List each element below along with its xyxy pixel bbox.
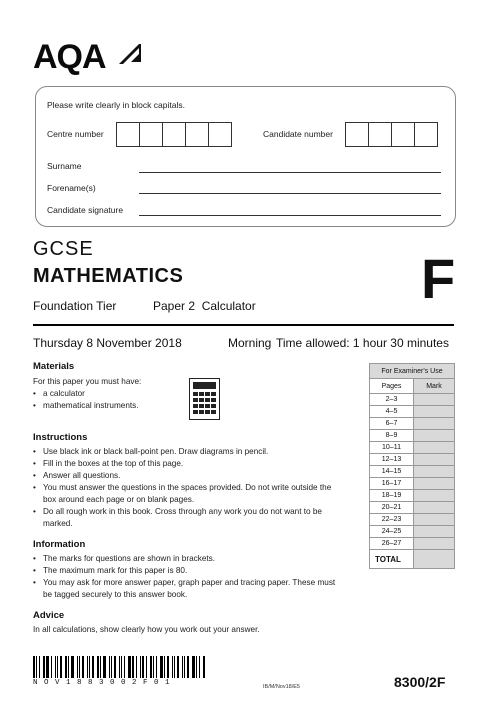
barcode-bar xyxy=(89,656,90,678)
calculator-icon xyxy=(189,378,220,420)
barcode-bar xyxy=(103,656,106,678)
pages-cell: 20–21 xyxy=(370,502,414,514)
barcode-bar xyxy=(33,656,35,678)
barcode-bar xyxy=(77,656,78,678)
barcode-bar xyxy=(164,656,165,678)
materials-intro: For this paper you must have: xyxy=(33,377,142,386)
advice-heading: Advice xyxy=(33,610,65,621)
barcode-bar xyxy=(124,656,125,678)
pages-cell: 18–19 xyxy=(370,490,414,502)
mark-cell xyxy=(414,466,455,478)
centre-digit-box[interactable] xyxy=(162,122,185,147)
barcode-bar xyxy=(172,656,173,678)
title-divider xyxy=(33,324,454,326)
barcode-bar xyxy=(97,656,99,678)
paper-reference: IB/M/Nov18/E5 xyxy=(263,684,300,690)
barcode-bar xyxy=(142,656,144,678)
centre-digit-box[interactable] xyxy=(139,122,162,147)
pages-column-header: Pages xyxy=(370,379,414,394)
instruction-item: • Use black ink or black ball-point pen. Draw diagrams in pencil. xyxy=(33,446,345,458)
time-allowed: Time allowed: 1 hour 30 minutes xyxy=(276,336,449,350)
pages-cell: 6–7 xyxy=(370,418,414,430)
candidate-digit-box[interactable] xyxy=(414,122,438,147)
barcode-bar xyxy=(160,656,163,678)
mark-cell xyxy=(414,502,455,514)
aqa-logo xyxy=(33,38,143,78)
barcode-bar xyxy=(132,656,134,678)
pages-cell: 22–23 xyxy=(370,514,414,526)
exam-date: Thursday 8 November 2018 xyxy=(33,336,182,350)
barcode-bar xyxy=(87,656,88,678)
barcode-bar xyxy=(51,656,52,678)
barcode-number: N O V 1 8 8 3 0 0 2 F 0 1 xyxy=(33,679,171,687)
instruction-item: • Answer all questions. xyxy=(33,470,345,482)
examiners-use-table xyxy=(369,363,455,569)
candidate-digit-box[interactable] xyxy=(345,122,368,147)
centre-number-boxes[interactable] xyxy=(116,122,232,147)
barcode-bar xyxy=(174,656,175,678)
candidate-number-boxes[interactable] xyxy=(345,122,438,147)
mark-cell xyxy=(414,538,455,550)
barcode-bar xyxy=(196,656,197,678)
block-capitals-instruction: Please write clearly in block capitals. xyxy=(47,100,185,110)
signature-line[interactable] xyxy=(139,215,441,216)
pages-cell: 24–25 xyxy=(370,526,414,538)
mark-cell xyxy=(414,406,455,418)
barcode-bar xyxy=(184,656,185,678)
pages-cell: 2–3 xyxy=(370,394,414,406)
barcode-bar xyxy=(111,656,112,678)
barcode-bar xyxy=(39,656,40,678)
barcode-bar xyxy=(136,656,137,678)
surname-label: Surname xyxy=(47,161,82,171)
barcode-bar xyxy=(100,656,101,678)
instruction-item: • Do all rough work in this book. Cross through any work you do not want to be marked. xyxy=(33,506,345,530)
mark-cell xyxy=(414,430,455,442)
logo-text: AQA xyxy=(33,38,106,76)
information-item: • You may ask for more answer paper, graph paper and tracing paper. These must be tagged securely to this answer book. xyxy=(33,577,345,601)
total-label: TOTAL xyxy=(370,550,414,569)
barcode-bar xyxy=(92,656,94,678)
barcode-bar xyxy=(43,656,45,678)
paper-code: 8300/2F xyxy=(394,674,446,690)
barcode-bar xyxy=(60,656,62,678)
candidate-digit-box[interactable] xyxy=(368,122,391,147)
barcode-bar xyxy=(121,656,122,678)
barcode-bar xyxy=(128,656,131,678)
candidate-digit-box[interactable] xyxy=(391,122,414,147)
candidate-details-box xyxy=(35,86,456,227)
materials-item: • a calculator xyxy=(33,388,193,400)
barcode-bar xyxy=(71,656,74,678)
total-mark-cell xyxy=(414,550,455,569)
barcode-bar xyxy=(46,656,49,678)
barcode-bar xyxy=(192,656,195,678)
barcode-bar xyxy=(153,656,154,678)
instructions-heading: Instructions xyxy=(33,432,88,443)
barcode-bar xyxy=(150,656,152,678)
barcode-bar xyxy=(140,656,141,678)
mark-cell xyxy=(414,514,455,526)
barcode-bar xyxy=(199,656,200,678)
forenames-label: Forename(s) xyxy=(47,183,96,193)
examiner-table-title: For Examiner's Use xyxy=(370,364,455,379)
pages-cell: 26–27 xyxy=(370,538,414,550)
centre-digit-box[interactable] xyxy=(185,122,208,147)
barcode-bar xyxy=(68,656,69,678)
mark-cell xyxy=(414,418,455,430)
barcode-bar xyxy=(203,656,205,678)
paper-name: Paper 2 Calculator xyxy=(153,299,256,313)
materials-section xyxy=(33,376,193,412)
barcode-bar xyxy=(182,656,183,678)
pages-cell: 8–9 xyxy=(370,430,414,442)
instructions-section xyxy=(33,446,345,530)
barcode-bar xyxy=(156,656,157,678)
barcode-bar xyxy=(177,656,179,678)
mark-cell xyxy=(414,454,455,466)
qualification: GCSE xyxy=(33,238,94,260)
barcode-bar xyxy=(146,656,147,678)
barcode-bar xyxy=(65,656,67,678)
barcode-bar xyxy=(119,656,120,678)
forenames-line[interactable] xyxy=(139,193,441,194)
pages-cell: 16–17 xyxy=(370,478,414,490)
pages-cell: 12–13 xyxy=(370,454,414,466)
barcode-bar xyxy=(79,656,80,678)
pages-cell: 4–5 xyxy=(370,406,414,418)
instruction-item: • You must answer the questions in the spaces provided. Do not write outside the box around each page or on blank pages. xyxy=(33,482,345,506)
barcode-bar xyxy=(55,656,56,678)
information-heading: Information xyxy=(33,539,86,550)
centre-digit-box[interactable] xyxy=(208,122,232,147)
surname-line[interactable] xyxy=(139,172,441,173)
advice-text: In all calculations, show clearly how you work out your answer. xyxy=(33,625,260,634)
barcode-bar xyxy=(167,656,169,678)
information-item: • The marks for questions are shown in brackets. xyxy=(33,553,345,565)
mark-cell xyxy=(414,394,455,406)
logo-mark-icon xyxy=(117,40,143,66)
pages-cell: 10–11 xyxy=(370,442,414,454)
barcode-bar xyxy=(36,656,37,678)
centre-number-label: Centre number xyxy=(47,129,104,139)
tier: Foundation Tier xyxy=(33,299,117,313)
barcode-bar xyxy=(57,656,58,678)
mark-column-header: Mark xyxy=(414,379,455,394)
tier-letter: F xyxy=(421,247,456,310)
barcode xyxy=(33,656,208,678)
mark-cell xyxy=(414,478,455,490)
exam-session: Morning xyxy=(228,336,272,350)
mark-cell xyxy=(414,442,455,454)
materials-item: • mathematical instruments. xyxy=(33,400,193,412)
barcode-bar xyxy=(187,656,189,678)
information-item: • The maximum mark for this paper is 80. xyxy=(33,565,345,577)
barcode-block xyxy=(33,656,208,687)
subject-title: MATHEMATICS xyxy=(33,265,184,287)
pages-cell: 14–15 xyxy=(370,466,414,478)
materials-heading: Materials xyxy=(33,361,75,372)
centre-digit-box[interactable] xyxy=(116,122,139,147)
candidate-number-label: Candidate number xyxy=(263,129,333,139)
instruction-item: • Fill in the boxes at the top of this page. xyxy=(33,458,345,470)
information-section xyxy=(33,553,345,601)
signature-label: Candidate signature xyxy=(47,205,124,215)
mark-cell xyxy=(414,526,455,538)
barcode-bar xyxy=(109,656,110,678)
barcode-bar xyxy=(82,656,84,678)
mark-cell xyxy=(414,490,455,502)
barcode-bar xyxy=(114,656,116,678)
